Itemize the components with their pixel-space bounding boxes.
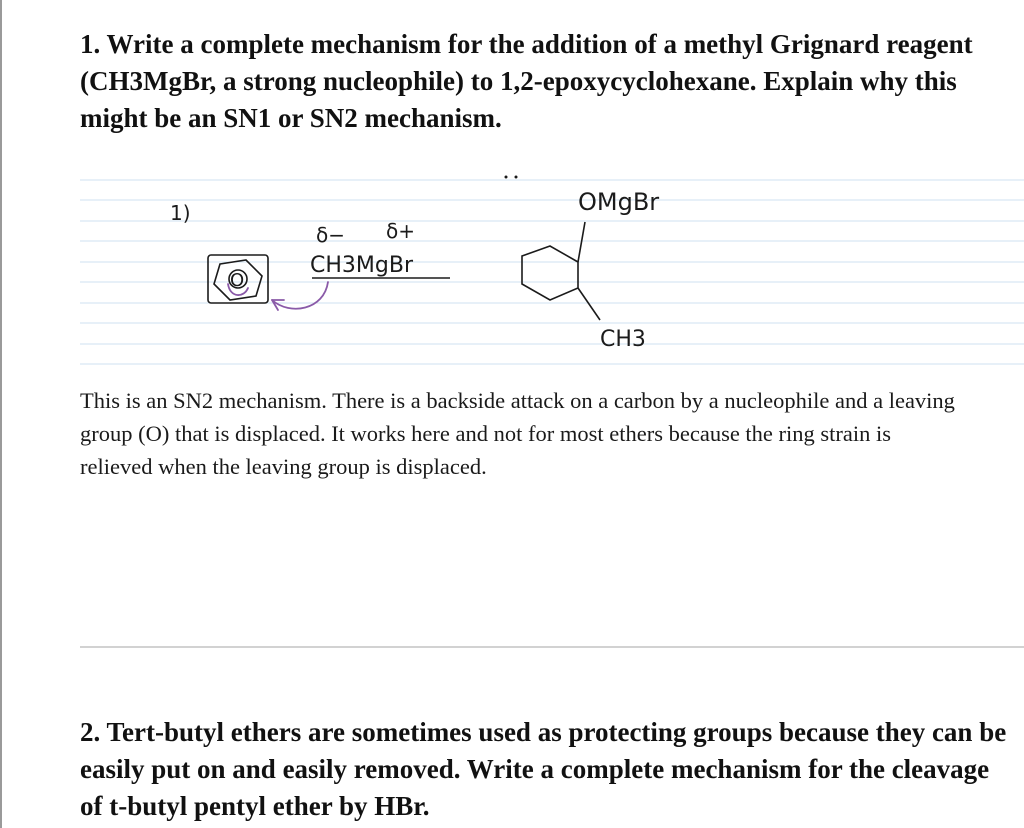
notebook-rules: [80, 180, 1024, 364]
methyl-bond: [578, 288, 600, 320]
product-alkoxide-label: OMgBr: [578, 188, 660, 216]
product-structure: [522, 222, 600, 320]
question-2-line: of t-butyl pentyl ether by HBr.: [80, 791, 430, 821]
handwritten-notes-area: [80, 160, 1024, 372]
page-left-border: [0, 0, 2, 828]
delta-minus-label: δ−: [316, 223, 345, 247]
ion-dots: [505, 176, 518, 179]
grignard-reagent-label: CH3MgBr: [310, 253, 413, 278]
section-divider: [80, 646, 1024, 648]
answer-line: group (O) that is displaced. It works here and not for most ethers because the ring strain is: [80, 421, 892, 446]
note-label: 1): [170, 201, 191, 225]
product-methyl-label: CH3: [600, 327, 646, 352]
product-ring-icon: [522, 246, 578, 300]
question-2-line: 2. Tert-butyl ethers are sometimes used as protecting groups because they can be: [80, 717, 1007, 747]
answer-line: This is an SN2 mechanism. There is a backside attack on a carbon by a nucleophile and a leaving: [80, 388, 955, 413]
answer-line: relieved when the leaving group is displaced.: [80, 454, 487, 479]
epoxide-oxygen: O: [230, 270, 245, 291]
answer-1-text: [80, 384, 1024, 483]
delta-plus-label: δ+: [386, 219, 415, 243]
oxygen-bond: [578, 222, 585, 262]
question-2-line: easily put on and easily removed. Write a complete mechanism for the cleavage: [80, 754, 990, 784]
question-1-title: 1. Write a complete mechanism for the addition of a methyl Grignard reagent (CH3MgBr, a strong nucleophile) to 1,2-epoxycyclohexane. Explain why this might be an SN1 or SN2 mechanism.: [80, 29, 973, 133]
question-2-title: [80, 714, 1024, 825]
attack-curved-arrow-icon: [272, 282, 328, 309]
